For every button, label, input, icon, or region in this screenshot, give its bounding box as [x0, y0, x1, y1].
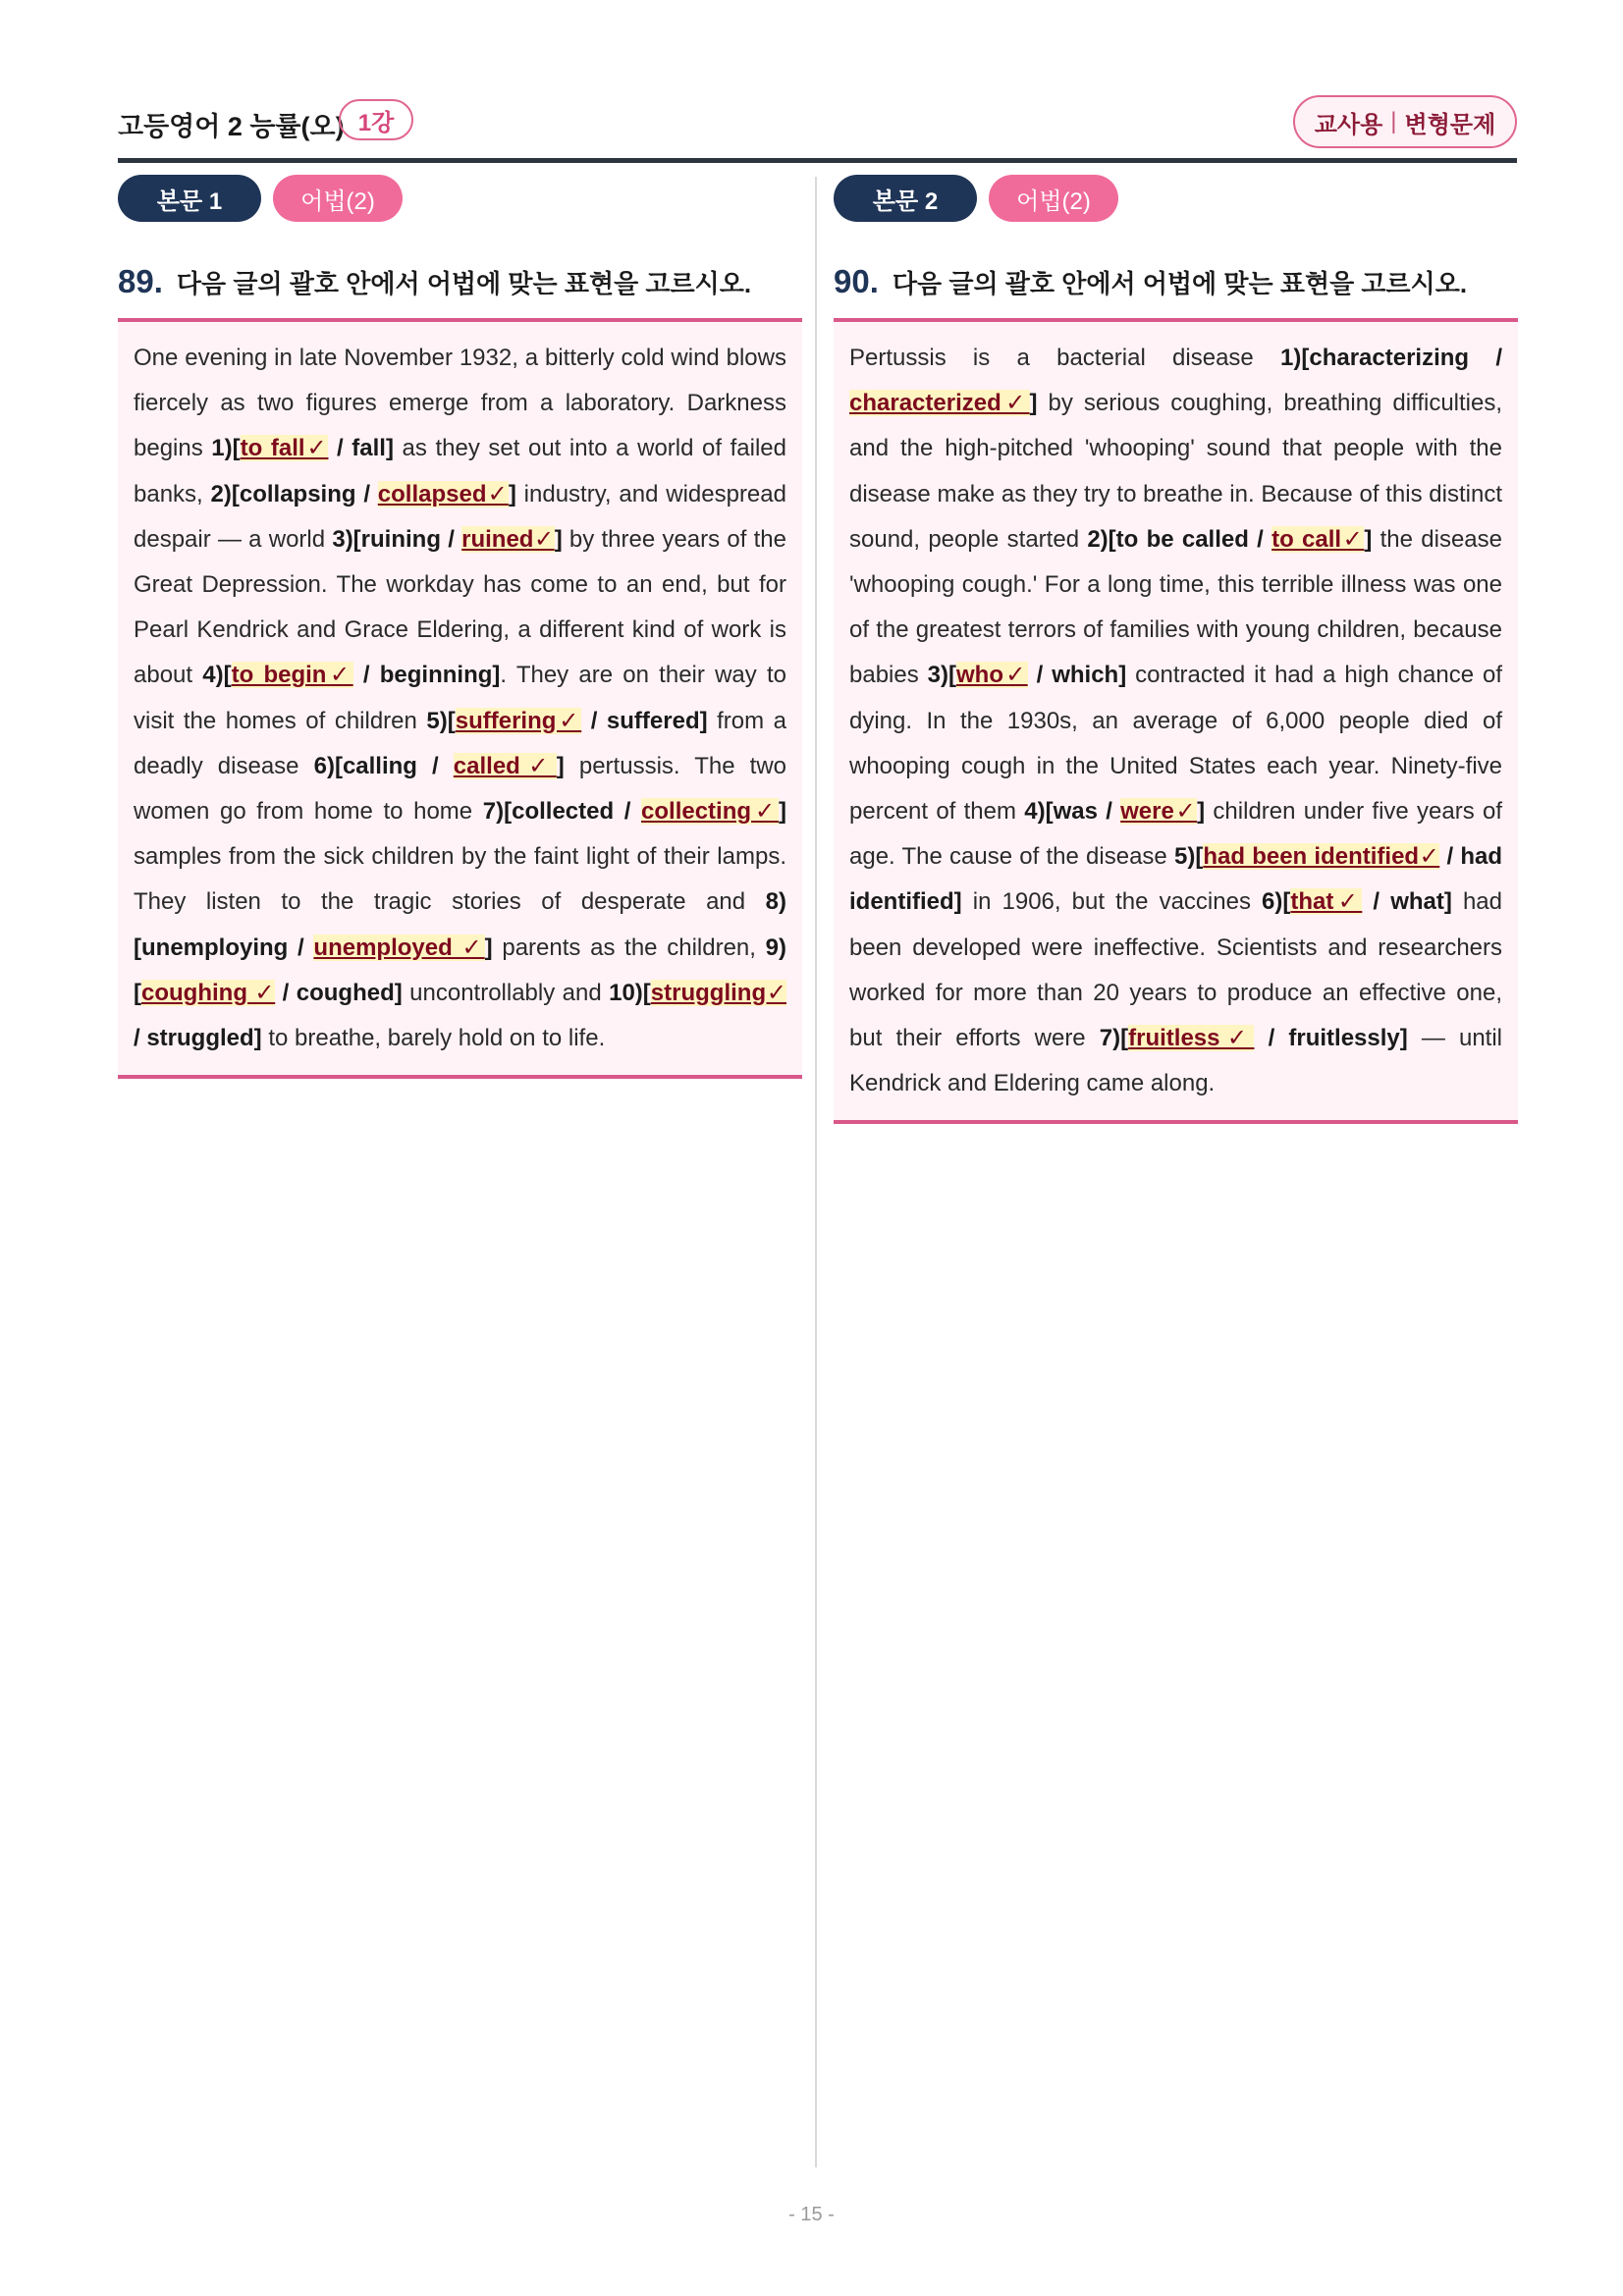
question-text: 다음 글의 괄호 안에서 어법에 맞는 표현을 고르시오. — [176, 269, 752, 298]
question-number: 89. — [118, 263, 163, 299]
passage-text: . They are on their way to visit the homes of children — [134, 662, 786, 734]
answer-choice: to begin✓ — [231, 662, 353, 689]
option-bracket: 6)[calling / — [313, 752, 454, 779]
option-bracket: / which] — [1027, 662, 1127, 689]
passage-text: children under five years of age. The cause of the disease — [849, 798, 1502, 871]
question-text: 다음 글의 괄호 안에서 어법에 맞는 표현을 고르시오. — [892, 269, 1468, 298]
answer-choice: unemployed ✓ — [313, 934, 485, 961]
option-bracket: ] — [508, 480, 516, 507]
option-bracket: 5)[ — [426, 707, 456, 734]
passage-text: as they set out into a world of failed banks, — [134, 435, 786, 507]
option-bracket: / beginning] — [352, 662, 501, 689]
edition-badge — [1293, 95, 1517, 148]
option-bracket: 2)[to be called / — [1087, 525, 1272, 553]
column-divider — [815, 177, 817, 2167]
option-bracket: 9)[ — [134, 934, 787, 1006]
option-bracket: ] — [779, 798, 787, 826]
answer-choice: to call✓ — [1271, 525, 1365, 553]
passage-text: uncontrollably and — [402, 979, 610, 1006]
type-label: 변형문제 — [1404, 111, 1496, 138]
passage-text: in 1906, but the vaccines — [961, 888, 1263, 916]
answer-choice: struggling✓ — [650, 979, 786, 1006]
option-bracket: 4)[was / — [1024, 798, 1121, 826]
book-title: 고등영어 2 능률(오) — [118, 112, 345, 141]
option-bracket: 8)[unemploying / — [134, 888, 786, 961]
passage-text: to breathe, barely hold on to life. — [261, 1025, 606, 1052]
answer-choice: who✓ — [956, 662, 1028, 689]
passage-box — [834, 322, 1518, 1124]
option-bracket: ] — [1197, 798, 1206, 826]
answer-choice: collecting✓ — [641, 798, 780, 826]
category-tag: 어법(2) — [989, 175, 1118, 222]
answer-choice: suffering✓ — [455, 707, 582, 734]
passage-tag: 본문 1 — [118, 175, 261, 222]
answer-choice: collapsed✓ — [377, 480, 509, 507]
option-bracket: 4)[ — [202, 662, 232, 689]
lesson-badge: 1강 — [339, 99, 413, 140]
option-bracket: ] — [556, 752, 565, 779]
answer-choice: fruitless✓ — [1128, 1025, 1255, 1052]
option-bracket: ] — [1364, 525, 1373, 553]
tag-row — [834, 175, 1518, 222]
question-89 — [118, 175, 802, 1079]
passage-text: contracted it had a high chance of dying. In the 1930s, an average of 6,000 people died of whooping cough in the United States each year. Ninety-five percent of them — [849, 662, 1503, 826]
option-bracket: ] — [554, 525, 563, 553]
option-bracket: / fall] — [328, 435, 394, 462]
passage-text: parents as the children, — [492, 934, 766, 961]
question-number: 90. — [834, 263, 879, 299]
passage-box — [118, 322, 802, 1079]
option-bracket: / suffered] — [581, 707, 708, 734]
answer-choice: had been identified✓ — [1203, 843, 1440, 871]
passage-text: by serious coughing, breathing difficulties, and the high-pitched 'whooping' sound that people with the disease make as they try to breathe in. Because of this distinct sound, people started — [849, 390, 1503, 553]
passage-text: pertussis. The two women go from home to home — [134, 752, 786, 826]
option-bracket: / coughed] — [275, 979, 403, 1006]
option-bracket: ] — [1029, 390, 1038, 417]
passage-text: — until Kendrick and Eldering came along. — [849, 1025, 1502, 1097]
option-bracket: / struggled] — [134, 1025, 262, 1052]
option-bracket: 7)[ — [1099, 1025, 1129, 1052]
question-90 — [834, 175, 1518, 1124]
option-bracket: 3)[ — [927, 662, 957, 689]
page-number: - 15 - — [788, 2204, 835, 2225]
option-bracket: 1)[characterizing / — [1280, 345, 1502, 371]
category-tag: 어법(2) — [273, 175, 403, 222]
option-bracket: 5)[ — [1173, 843, 1204, 871]
option-bracket: / had identified] — [849, 843, 1503, 916]
passage-text: the disease 'whooping cough.' For a long time, this terrible illness was one of the greatest terrors of families with young children, because babies — [849, 525, 1502, 689]
answer-choice: coughing ✓ — [141, 979, 276, 1006]
passage-text: samples from the sick children by the faint light of their lamps. They listen to the tragic stories of desperate and — [134, 843, 786, 916]
answer-choice: were✓ — [1120, 798, 1198, 826]
badge-separator: | — [1390, 108, 1397, 134]
option-bracket: 1)[ — [211, 435, 241, 462]
option-bracket: 3)[ruining / — [332, 525, 462, 553]
tag-row — [118, 175, 802, 222]
option-bracket: 10)[ — [609, 979, 651, 1006]
passage-text: industry, and widespread despair — a world — [134, 480, 786, 553]
question-line — [118, 263, 802, 322]
page-header — [118, 93, 1517, 163]
passage-tag: 본문 2 — [834, 175, 977, 222]
passage-text: had been developed were ineffective. Scientists and researchers worked for more than 20 years to produce an effective one, but their efforts were — [849, 888, 1502, 1052]
answer-choice: that✓ — [1290, 888, 1363, 916]
option-bracket: ] — [484, 934, 493, 961]
option-bracket: 6)[ — [1262, 888, 1291, 916]
option-bracket: 7)[collected / — [482, 798, 642, 826]
answer-choice: characterized✓ — [849, 390, 1030, 417]
option-bracket: / fruitlessly] — [1254, 1025, 1408, 1052]
answer-choice: ruined✓ — [461, 525, 555, 553]
answer-choice: to fall✓ — [240, 435, 329, 462]
option-bracket: 2)[collapsing / — [210, 480, 378, 507]
teacher-label: 교사용 — [1314, 111, 1383, 138]
passage-text: from a deadly disease — [134, 707, 786, 779]
passage-text: by three years of the Great Depression. The workday has come to an end, but for Pearl Kendrick and Grace Eldering, a different kind of work is about — [134, 525, 786, 689]
answer-choice: called✓ — [453, 752, 557, 779]
passage-text: One evening in late November 1932, a bitterly cold wind blows fiercely as two figures emerge from a laboratory. Darkness begins — [134, 345, 786, 462]
passage-text: Pertussis is a bacterial disease — [849, 345, 1281, 371]
option-bracket: / what] — [1362, 888, 1452, 916]
question-line — [834, 263, 1518, 322]
